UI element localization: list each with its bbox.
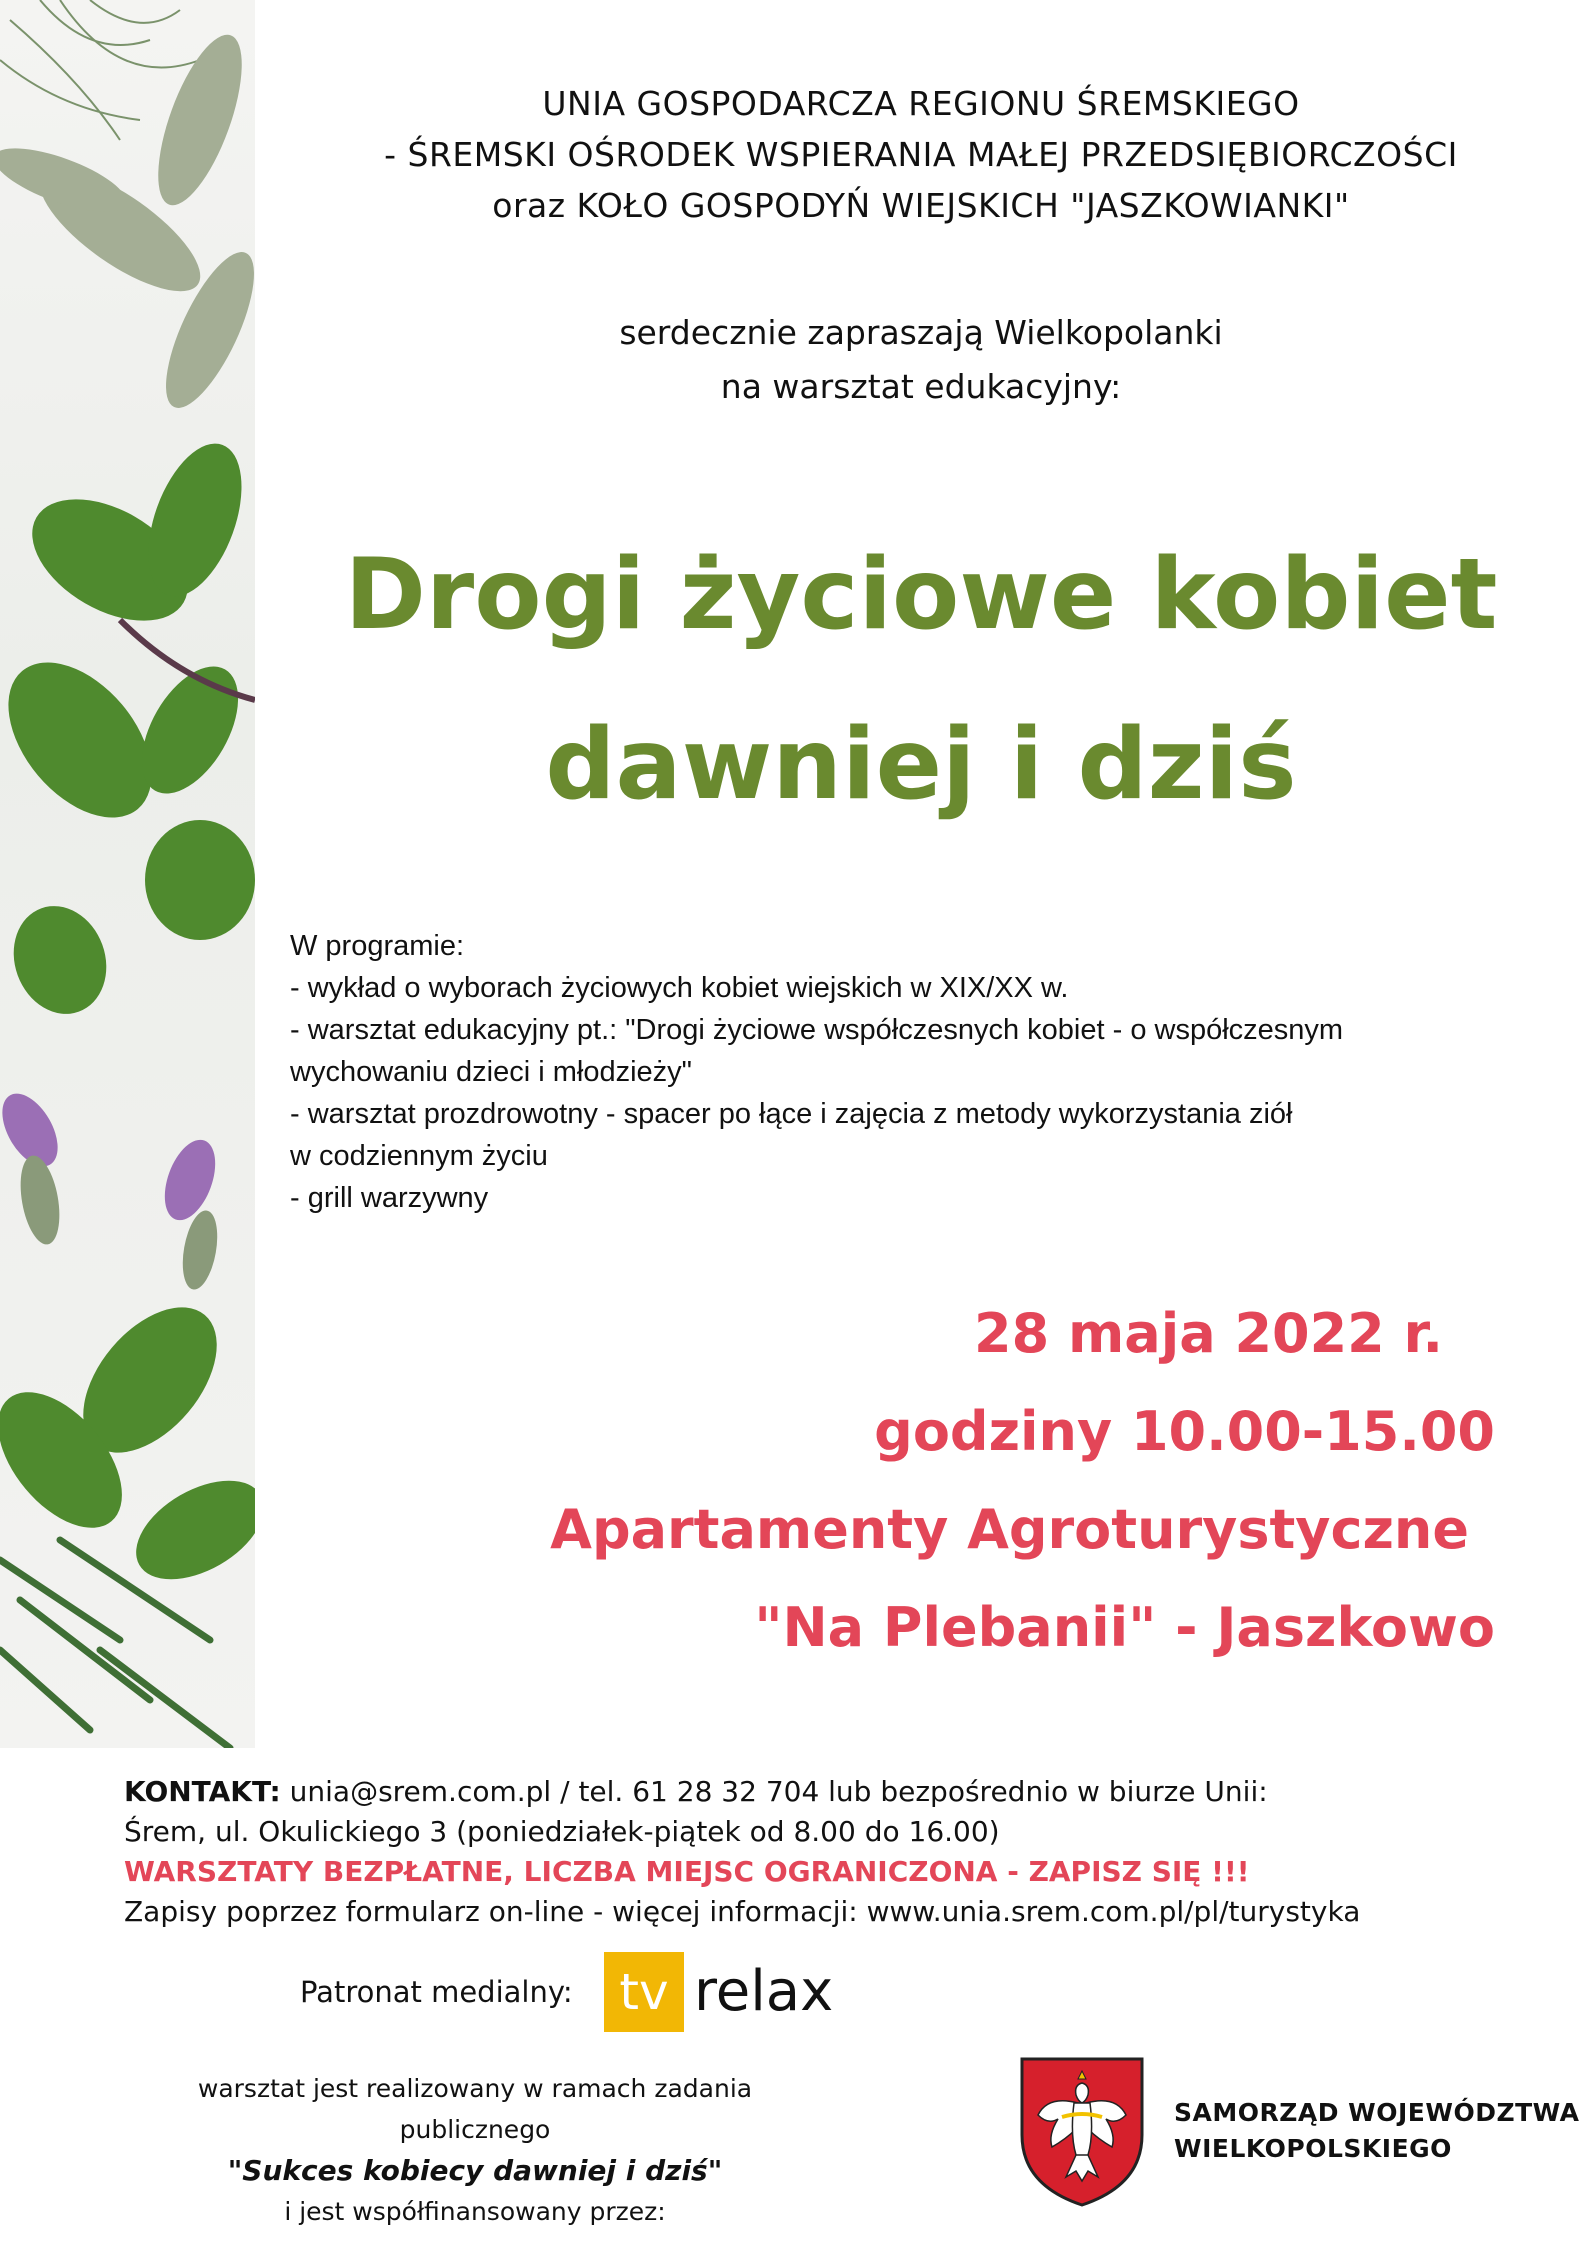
program-line: - wykład o wyborach życiowych kobiet wiejskich w XIX/XX w.	[290, 972, 1069, 1004]
funding-line-3: i jest współfinansowany przez:	[284, 2197, 666, 2226]
registration-info[interactable]: Zapisy poprzez formularz on-line - więcej informacji: www.unia.srem.com.pl/pl/turystyka	[124, 1895, 1361, 1928]
wielkopolska-eagle-coat-of-arms-icon	[1018, 2055, 1146, 2207]
organizer-line-1: UNIA GOSPODARCZA REGIONU ŚREMSKIEGO	[542, 84, 1300, 123]
invitation	[255, 306, 1587, 414]
program-line: - warsztat prozdrowotny - spacer po łące i zajęcia z metody wykorzystania ziół	[290, 1098, 1293, 1130]
organizers	[255, 78, 1587, 231]
program-line: w codziennym życiu	[290, 1140, 548, 1172]
event-venue: Apartamenty Agroturystyczne	[550, 1498, 1469, 1561]
funding-line-1: warsztat jest realizowany w ramach zadania publicznego	[197, 2074, 753, 2144]
contact-address: Śrem, ul. Okulickiego 3 (poniedziałek-piątek od 8.00 do 16.00)	[124, 1815, 1000, 1848]
contact-email-phone[interactable]: unia@srem.com.pl / tel. 61 28 32 704 lub bezpośrednio w biurze Unii:	[280, 1775, 1268, 1808]
media-patron-label: Patronat medialny:	[300, 1975, 573, 2009]
tv-relax-logo-relax: relax	[694, 1959, 834, 2024]
program	[290, 925, 1490, 1219]
organizer-line-3: oraz KOŁO GOSPODYŃ WIEJSKICH "JASZKOWIANKI"	[492, 186, 1350, 225]
invitation-line-1: serdecznie zapraszają Wielkopolanki	[619, 313, 1223, 352]
tv-relax-logo-tv: tv	[604, 1952, 684, 2032]
title-line-1: Drogi życiowe kobiet	[344, 538, 1498, 652]
samorzad-line-1: SAMORZĄD WOJEWÓDZTWA	[1174, 2098, 1580, 2127]
contact-section	[124, 1772, 1544, 1932]
program-line: - grill warzywny	[290, 1182, 489, 1214]
event-hours: godziny 10.00-15.00	[874, 1400, 1495, 1463]
contact-line-1	[124, 1772, 1544, 1812]
organizer-line-2: - ŚREMSKI OŚRODEK WSPIERANIA MAŁEJ PRZEDSIĘBIORCZOŚCI	[384, 135, 1458, 174]
contact-label: KONTAKT:	[124, 1775, 281, 1808]
samorzad-line-2: WIELKOPOLSKIEGO	[1174, 2134, 1452, 2163]
workshop-title	[255, 510, 1587, 850]
samorzad-logo-text	[1174, 2095, 1579, 2167]
invitation-line-2: na warsztat edukacyjny:	[720, 367, 1122, 406]
event-details	[255, 1285, 1495, 1677]
public-task-name: "Sukces kobiecy dawniej i dziś"	[227, 2154, 723, 2187]
herbs-decoration	[0, 0, 255, 1748]
funding-note	[120, 2068, 830, 2232]
program-line: wychowaniu dzieci i młodzieży"	[290, 1056, 692, 1088]
title-line-2: dawniej i dziś	[545, 708, 1297, 822]
event-date: 28 maja 2022 r.	[974, 1302, 1443, 1365]
program-line: - warsztat edukacyjny pt.: "Drogi życiowe współczesnych kobiet - o współczesnym	[290, 1014, 1344, 1046]
registration-warning: WARSZTATY BEZPŁATNE, LICZBA MIEJSC OGRANICZONA - ZAPISZ SIĘ !!!	[124, 1855, 1250, 1888]
program-heading: W programie:	[290, 930, 465, 962]
event-place: "Na Plebanii" - Jaszkowo	[754, 1596, 1495, 1659]
